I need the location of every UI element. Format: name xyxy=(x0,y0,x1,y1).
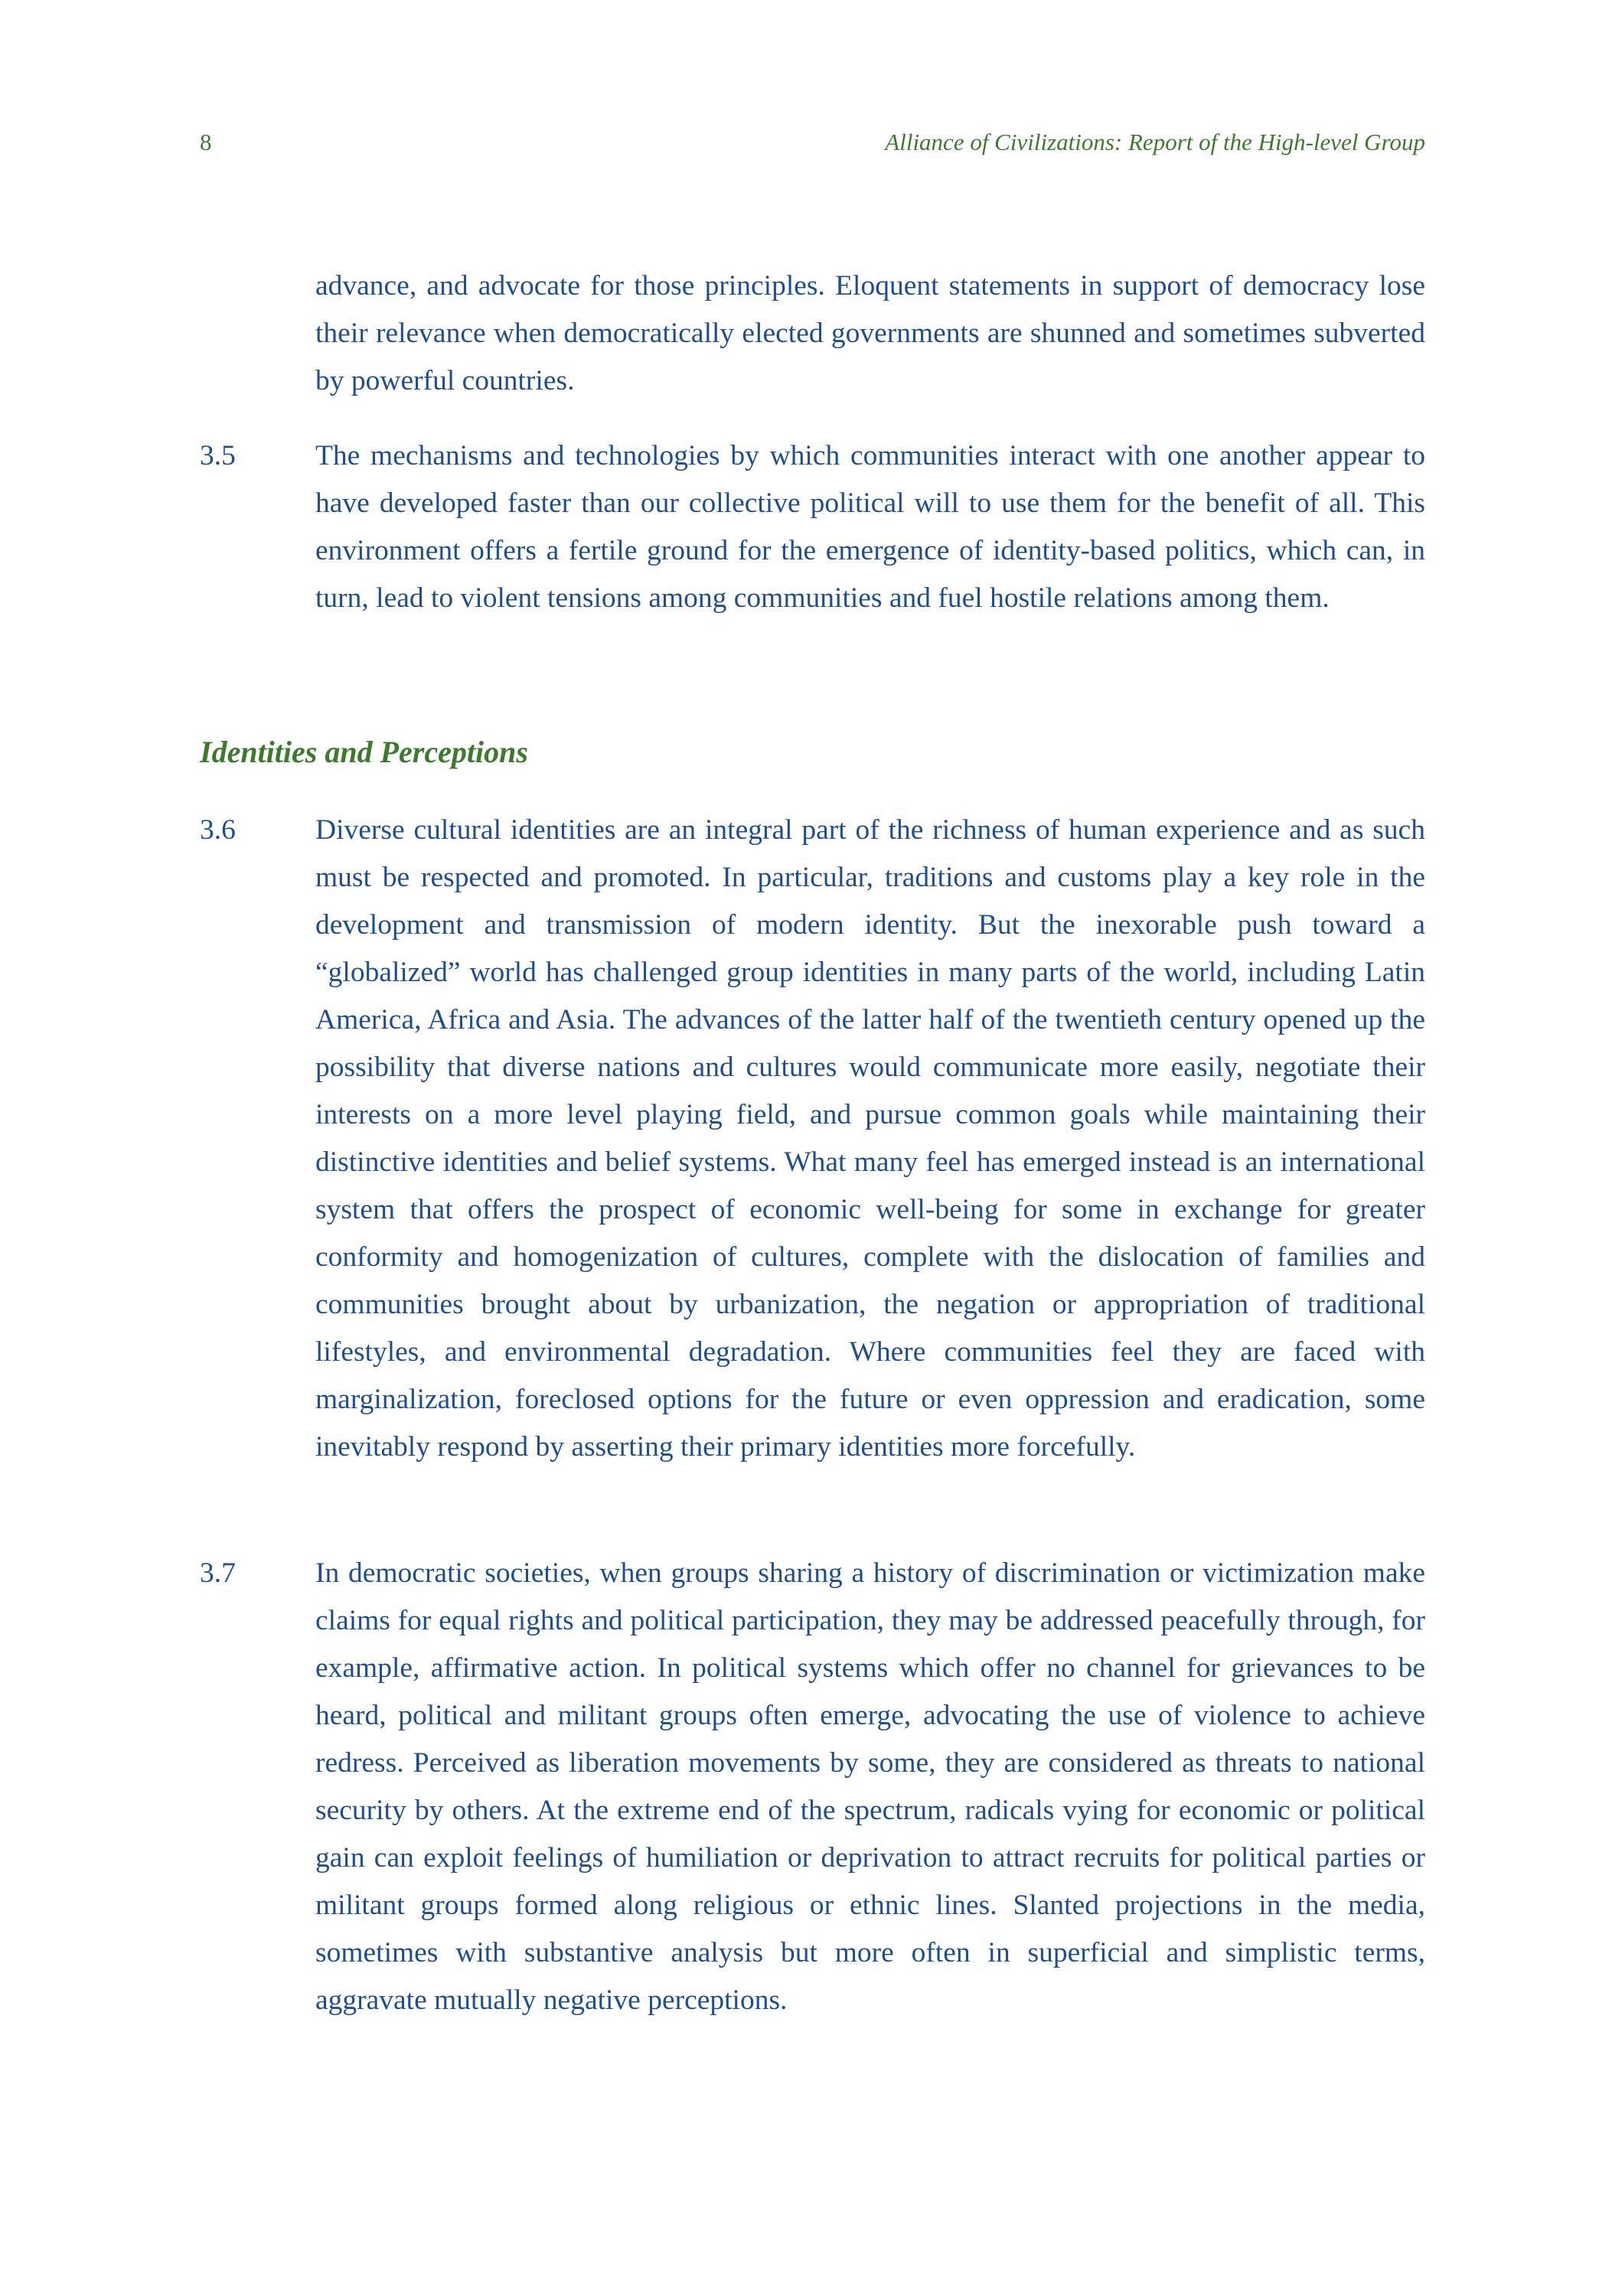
paragraph-number-3-6: 3.6 xyxy=(200,814,236,846)
paragraph-3-7: In democratic societies, when groups sharing a history of discrimination or victimization make claims for equal rights and political participation, they may be addressed peacefully through, for example, affirmative action. In political systems which offer no channel for grievances to be heard, political and militant groups often emerge, advocating the use of violence to achieve redress. Perceived as liberation movements by some, they are considered as threats to national security by others. At the extreme end of the spectrum, radicals vying for economic or political gain can exploit feelings of humiliation or deprivation to attract recruits for political parties or militant groups formed along religious or ethnic lines. Slanted projections in the media, sometimes with substantive analysis but more often in superficial and simplistic terms, aggravate mutually negative perceptions. xyxy=(315,1557,1425,2016)
section-heading: Identities and Perceptions xyxy=(200,735,528,769)
running-title: Alliance of Civilizations: Report of the High-level Group xyxy=(885,129,1425,155)
paragraph-3-5: The mechanisms and technologies by which communities interact with one another appear to have developed faster than our collective political will to use them for the benefit of all. This environment offers a fertile ground for the emergence of identity-based politics, which can, in turn, lead to violent tensions among communities and fuel hostile relations among them. xyxy=(315,440,1425,614)
page-number: 8 xyxy=(200,129,212,155)
paragraph-number-3-5: 3.5 xyxy=(200,440,236,471)
page-header xyxy=(200,129,1425,167)
continuation-paragraph: advance, and advocate for those principles. Eloquent statements in support of democracy lose their relevance when democratically elected governments are shunned and sometimes subverted by powerful countries. xyxy=(315,270,1425,396)
paragraph-number-3-7: 3.7 xyxy=(200,1557,236,1589)
paragraph-3-6: Diverse cultural identities are an integral part of the richness of human experience and as such must be respected and promoted. In particular, traditions and customs play a key role in the development and transmission of modern identity. But the inexorable push toward a “globalized” world has challenged group identities in many parts of the world, including Latin America, Africa and Asia. The advances of the latter half of the twentieth century opened up the possibility that diverse nations and cultures would communicate more easily, negotiate their interests on a more level playing field, and pursue common goals while maintaining their distinctive identities and belief systems. What many feel has emerged instead is an international system that offers the prospect of economic well-being for some in exchange for greater conformity and homogenization of cultures, complete with the dislocation of families and communities brought about by urbanization, the negation or appropriation of traditional lifestyles, and environmental degradation. Where communities feel they are faced with marginalization, foreclosed options for the future or even oppression and eradication, some inevitably respond by asserting their primary identities more forcefully. xyxy=(315,814,1425,1463)
